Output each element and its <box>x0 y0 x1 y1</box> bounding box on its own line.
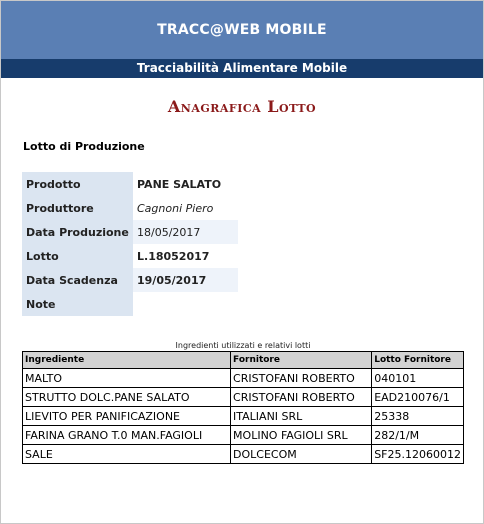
table-row <box>23 407 464 426</box>
column-header-fornitore: Fornitore <box>231 352 372 369</box>
cell-ingrediente: MALTO <box>23 369 231 388</box>
cell-fornitore: CRISTOFANI ROBERTO <box>231 388 372 407</box>
info-label: Data Produzione <box>22 220 133 244</box>
info-value <box>133 292 238 316</box>
section-label: Lotto di Produzione <box>23 140 145 153</box>
info-value: 19/05/2017 <box>133 268 238 292</box>
info-row-data-scadenza <box>22 268 238 292</box>
cell-ingrediente: LIEVITO PER PANIFICAZIONE <box>23 407 231 426</box>
ingredients-caption: Ingredienti utilizzati e relativi lotti <box>175 341 311 350</box>
cell-lotto-fornitore: 282/1/M <box>372 426 464 445</box>
cell-ingrediente: STRUTTO DOLC.PANE SALATO <box>23 388 231 407</box>
cell-fornitore: ITALIANI SRL <box>231 407 372 426</box>
info-row-lotto <box>22 244 238 268</box>
table-row <box>23 369 464 388</box>
cell-lotto-fornitore: 040101 <box>372 369 464 388</box>
info-row-produttore <box>22 196 238 220</box>
app-header <box>1 1 483 59</box>
cell-lotto-fornitore: 25338 <box>372 407 464 426</box>
info-value: PANE SALATO <box>133 172 238 196</box>
info-value: 18/05/2017 <box>133 220 238 244</box>
lot-info-table <box>22 172 238 316</box>
info-label: Note <box>22 292 133 316</box>
info-row-data-produzione <box>22 220 238 244</box>
cell-fornitore: MOLINO FAGIOLI SRL <box>231 426 372 445</box>
cell-fornitore: DOLCECOM <box>231 445 372 464</box>
info-row-note <box>22 292 238 316</box>
app-title: TRACC@WEB MOBILE <box>157 22 327 38</box>
app-subtitle-bar: Tracciabilità Alimentare Mobile <box>1 59 483 78</box>
page-title <box>1 97 483 116</box>
cell-ingrediente: SALE <box>23 445 231 464</box>
table-row <box>23 426 464 445</box>
column-header-lotto-fornitore: Lotto Fornitore <box>372 352 464 369</box>
ingredients-table <box>22 351 464 464</box>
cell-lotto-fornitore: SF25.12060012 <box>372 445 464 464</box>
info-row-prodotto <box>22 172 238 196</box>
info-label: Prodotto <box>22 172 133 196</box>
table-row <box>23 445 464 464</box>
page-title-text: Anagrafica Lotto <box>167 97 317 116</box>
column-header-ingrediente: Ingrediente <box>23 352 231 369</box>
table-header-row <box>23 352 464 369</box>
info-value: L.18052017 <box>133 244 238 268</box>
info-value: Cagnoni Piero <box>133 196 238 220</box>
info-label: Produttore <box>22 196 133 220</box>
table-row <box>23 388 464 407</box>
info-label: Lotto <box>22 244 133 268</box>
cell-lotto-fornitore: EAD210076/1 <box>372 388 464 407</box>
cell-fornitore: CRISTOFANI ROBERTO <box>231 369 372 388</box>
cell-ingrediente: FARINA GRANO T.0 MAN.FAGIOLI <box>23 426 231 445</box>
info-label: Data Scadenza <box>22 268 133 292</box>
